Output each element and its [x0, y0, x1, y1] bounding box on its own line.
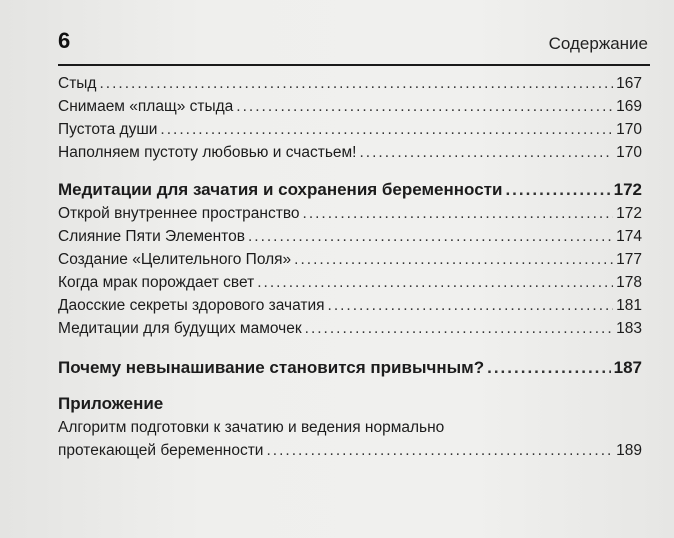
toc-entry	[58, 95, 642, 118]
toc-section-title: Почему невынашивание становится привычным?	[58, 358, 485, 377]
toc-section-heading	[58, 356, 642, 380]
toc-entry-page: 183	[616, 320, 642, 337]
toc-entry-title: протекающей беременности	[58, 442, 264, 459]
toc-section-page: 172	[613, 180, 642, 199]
leader-dots	[160, 118, 613, 141]
leader-dots	[257, 271, 613, 294]
toc-entry	[58, 118, 642, 141]
toc-entry	[58, 141, 642, 164]
running-header: Содержание	[548, 34, 648, 53]
toc-entry-page: 177	[616, 251, 642, 268]
toc-entry-page: 178	[616, 274, 642, 291]
toc-entry-title: Снимаем «плащ» стыда	[58, 98, 234, 115]
leader-dots	[294, 248, 613, 271]
toc-entry	[58, 439, 642, 462]
toc-entry-page: 167	[616, 75, 642, 92]
toc-entry-title: Стыд	[58, 75, 97, 92]
appendix-entry-line: Алгоритм подготовки к зачатию и ведения нормально	[58, 419, 445, 436]
page-number: 6	[58, 28, 71, 53]
leader-dots	[359, 141, 613, 164]
toc-entry-title: Открой внутреннее пространство	[58, 205, 300, 222]
leader-dots	[99, 72, 613, 95]
leader-dots	[266, 439, 613, 462]
leader-dots	[487, 356, 611, 380]
toc-entry-page: 189	[616, 442, 642, 459]
toc-section-heading	[58, 178, 642, 202]
toc-entry-title: Медитации для будущих мамочек	[58, 320, 302, 337]
toc-entry	[58, 271, 642, 294]
section-spacer	[58, 164, 642, 178]
toc-entry-title: Пустота души	[58, 121, 158, 138]
toc-entry-page: 172	[616, 205, 642, 222]
toc-entry	[58, 294, 642, 317]
toc-entry-page: 181	[616, 297, 642, 314]
leader-dots	[505, 178, 610, 202]
toc-entry	[58, 72, 642, 95]
leader-dots	[328, 294, 614, 317]
header-rule	[58, 64, 650, 66]
toc-entry-title: Слияние Пяти Элементов	[58, 228, 245, 245]
toc-entry-title: Создание «Целительного Поля»	[58, 251, 292, 268]
toc-section-page: 187	[613, 358, 642, 377]
toc-entry	[58, 317, 642, 340]
toc-entry	[58, 248, 642, 271]
toc-entry-title: Когда мрак порождает свет	[58, 274, 255, 291]
toc-entry-page: 169	[616, 98, 642, 115]
appendix-heading: Приложение	[58, 394, 164, 413]
leader-dots	[248, 225, 613, 248]
leader-dots	[305, 317, 613, 340]
toc-entry-page: 170	[616, 121, 642, 138]
toc-entry	[58, 225, 642, 248]
toc-entry	[58, 202, 642, 225]
toc-section-title: Медитации для зачатия и сохранения беременности	[58, 180, 503, 199]
toc-entry-page: 170	[616, 144, 642, 161]
toc-entry-title: Даосские секреты здорового зачатия	[58, 297, 325, 314]
leader-dots	[236, 95, 613, 118]
table-of-contents	[58, 72, 642, 462]
toc-entry-page: 174	[616, 228, 642, 245]
leader-dots	[303, 202, 614, 225]
toc-entry-title: Наполняем пустоту любовью и счастьем!	[58, 144, 357, 161]
section-spacer	[58, 340, 642, 356]
